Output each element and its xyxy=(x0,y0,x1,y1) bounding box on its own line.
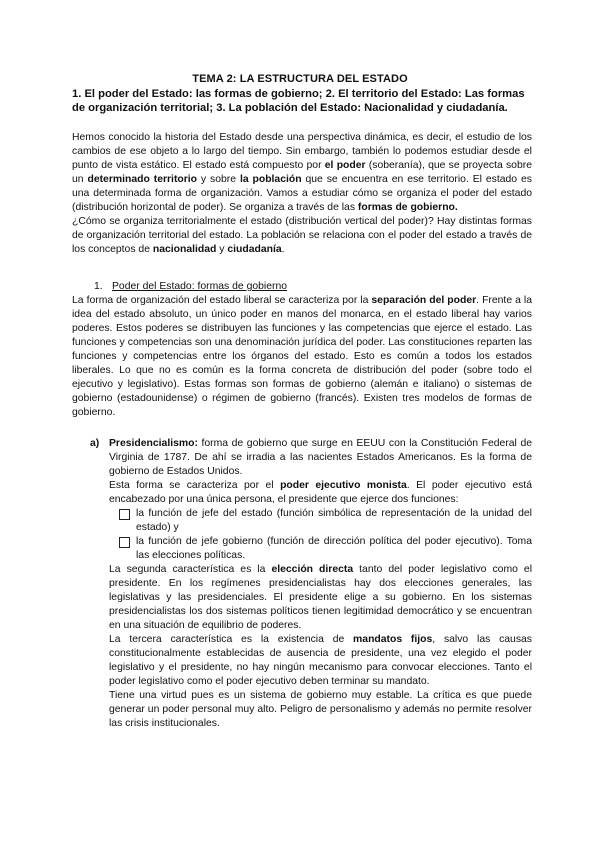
checkbox-bullet-icon xyxy=(119,509,130,520)
item-heading: Presidencialismo: xyxy=(109,438,198,449)
document-title: TEMA 2: LA ESTRUCTURA DEL ESTADO xyxy=(192,73,408,85)
intro-paragraph-1: Hemos conocido la historia del Estado desde una perspectiva dinámica, es decir, el estudio de los cambios de ese objeto a lo largo del tiempo. Sin embargo, también lo podemos estudiar desde el punto de vista estático. El estado está compuesto por el poder (soberanía), que se proyecta sobre un determinado territorio y sobre la población que se encuentra en ese territorio. El estado es una determinada forma de organización. Vamos a estudiar cómo se organiza el poder del estado (distribución horizontal de poder). Se organiza a través de las formas de gobierno. xyxy=(72,132,532,213)
item-paragraph-4: La tercera característica es la existencia de mandatos fijos, salvo las causas constitucionalmente establecidas de ausencia de presidente, una vez elegido el poder legislativo y el presidente, no hay ningún mecanismo para convocar elecciones. Tanto el poder legislativo como el poder ejecutivo deben terminar su mandato. xyxy=(109,634,533,687)
intro-paragraph-2: ¿Cómo se organiza territorialmente el estado (distribución vertical del poder)? Hay distintas formas de organización territorial del estado. La población se relaciona con el poder del estado a través de los conceptos de nacionalidad y ciudadanía. xyxy=(72,216,532,255)
section-1-paragraph: La forma de organización del estado liberal se caracteriza por la separación del poder. Frente a la idea del estado absoluto, un único poder en manos del monarca, en el estado liberal hay varios poderes. Estos poderes se distribuyen las funciones y las competencias que ejerce el estado. Las funciones y competencias son una denominación jurídica del poder. Las constituciones reparten las funciones y competencias entre los órganos del estado. Esto es común a todos los estados liberales. Lo que no es común es la forma concreta de distribución del poder (sobre todo el ejecutivo y legislativo). Estas formas son formas de gobierno (alemán e italiano) o sistemas de gobierno (estadounidense) o régimen de gobierno (francés). Existen tres modelos de formas de gobierno. xyxy=(72,295,532,418)
list-marker: a) xyxy=(90,438,100,449)
bullet-item: la función de jefe gobierno (función de dirección política del poder ejecutivo). Toma las elecciones políticas. xyxy=(119,535,532,563)
document-subtitle: 1. El poder del Estado: las formas de gobierno; 2. El territorio del Estado: Las formas de organización territorial; 3. La población del Estado: Nacionalidad y ciudadanía. xyxy=(72,88,525,114)
item-paragraph-3: La segunda característica es la elección directa tanto del poder legislativo como el presidente. En los regímenes presidencialistas hay dos elecciones generales, las legislativas y las presidenciales. El presidente elige a su gobierno. En los sistemas presidencialistas los dos sistemas políticos tienen legitimidad democrático y se encuentran en una situación de equilibrio de poderes. xyxy=(109,564,533,631)
intro-section xyxy=(72,131,532,257)
checkbox-bullet-icon xyxy=(119,537,130,548)
item-paragraph-2: Esta forma se caracteriza por el poder ejecutivo monista. El poder ejecutivo está encabezado por una única persona, el presidente que ejerce dos funciones: xyxy=(109,480,532,505)
bullet-item: la función de jefe del estado (función simbólica de representación de la unidad del estado) y xyxy=(119,507,532,535)
item-paragraph-1: Presidencialismo: forma de gobierno que surge en EEUU con la Constitución Federal de Virginia de 1787. De ahí se irradia a las nacientes Estados Americanos. Es la forma de gobierno de Estados Unidos. xyxy=(109,438,532,477)
section-number: 1. xyxy=(94,281,103,292)
section-heading-label: Poder del Estado: formas de gobierno xyxy=(112,281,288,292)
list-item-content xyxy=(109,437,532,731)
section-1-heading xyxy=(94,280,287,294)
item-paragraph-5: Tiene una virtud pues es un sistema de gobierno muy estable. La crítica es que puede generar un poder personal muy alto. Peligro de personalismo y además no permite resolver las crisis institucionales. xyxy=(109,690,532,729)
section-1-body xyxy=(72,294,532,420)
list-item-presidencialismo xyxy=(90,437,532,731)
